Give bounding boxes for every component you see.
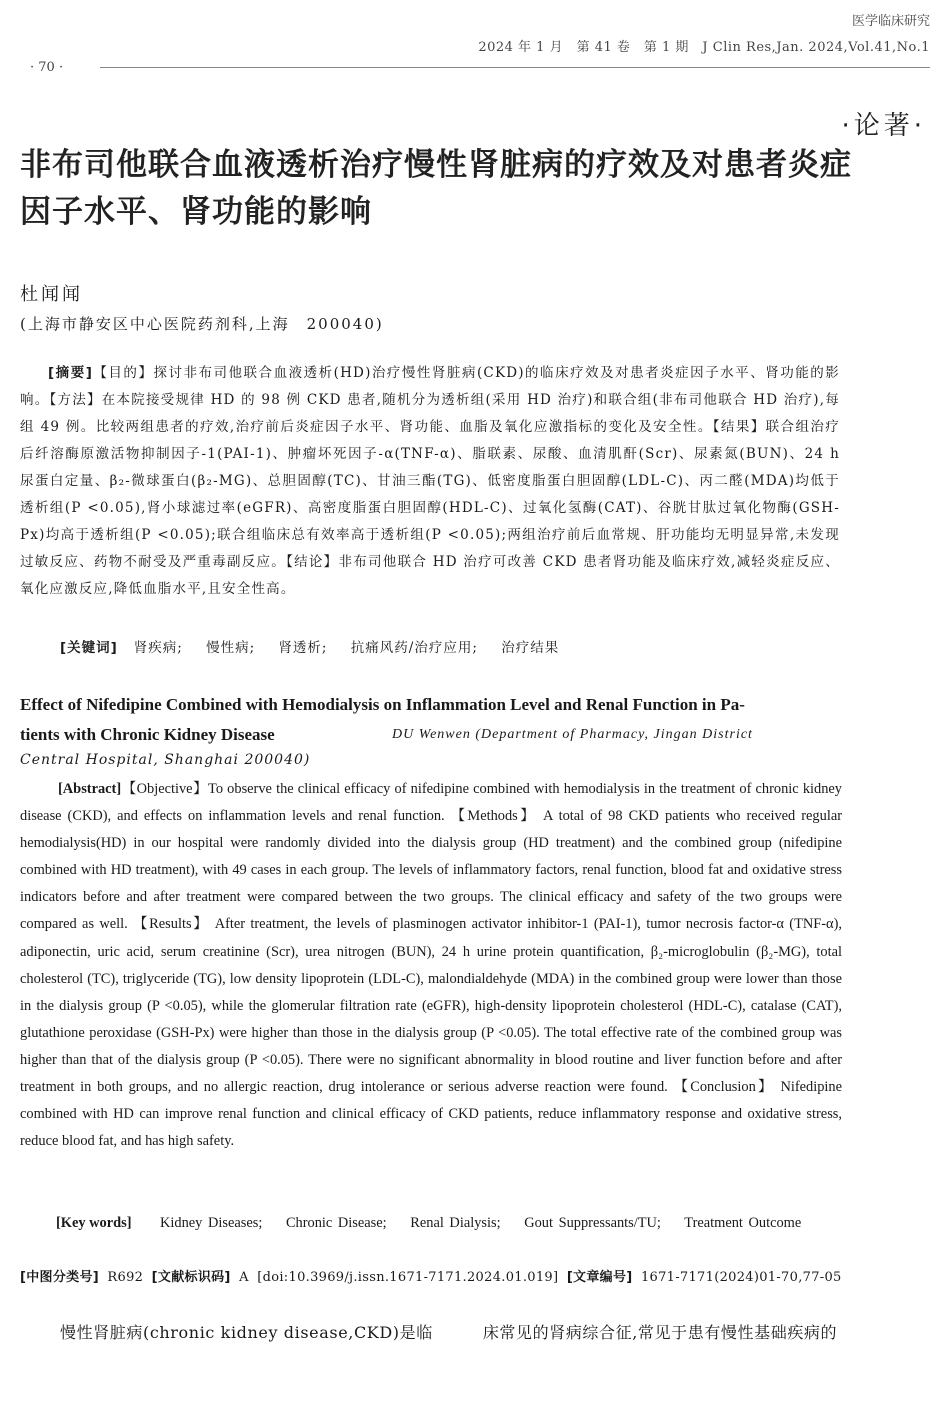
keyword: Kidney Diseases; <box>160 1215 263 1231</box>
journal-name: 医学临床研究 <box>851 14 930 29</box>
chinese-abstract <box>20 360 840 603</box>
english-abstract-label: [Abstract] <box>58 781 122 797</box>
chinese-title <box>20 142 935 236</box>
article-number-label: [文章编号] <box>566 1270 633 1285</box>
keyword: 慢性病; <box>206 640 256 656</box>
chinese-abstract-text: 【目的】探讨非布司他联合血液透析(HD)治疗慢性肾脏病(CKD)的临床疗效及对患者炎症因子水平、肾功能的影响。【方法】在本院接受规律 HD 的 98 例 CKD 患者,随机分为透析组(采用 HD 治疗)和联合组(非布司他联合 HD 治疗),每组 49 例。比较两组患者的疗效,治疗前后炎症因子水平、肾功能、血脂及氧化应激指标的变化及安全性。【结果】联合组治疗后纤溶酶原激活物抑制因子-1(PAI-1)、肿瘤坏死因子-α(TNF-α)、脂联素、尿酸、血清肌酐(Scr)、尿素氮(BUN)、24 h 尿蛋白定量、β₂-微球蛋白(β₂-MG)、总胆固醇(TC)、甘油三酯(TG)、低密度脂蛋白胆固醇(LDL-C)、丙二醛(MDA)均低于透析组(P <0.05),肾小球滤过率(eGFR)、高密度脂蛋白胆固醇(HDL-C)、过氧化氢酶(CAT)、谷胱甘肽过氧化物酶(GSH-Px)均高于透析组(P <0.05);联合组临床总有效率高于透析组(P <0.05);两组治疗前后血常规、肝功能均无明显异常,未发现过敏反应、药物不耐受及严重毒副反应。【结论】非布司他联合 HD 治疗可改善 CKD 患者肾功能及临床疗效,减轻炎症反应、氧化应激反应,降低血脂水平,且安全性高。 <box>20 365 840 597</box>
doc-code-label: [文献标识码] <box>151 1270 231 1285</box>
clc-label: [中图分类号] <box>20 1270 99 1285</box>
chinese-author: 杜闻闻 <box>20 284 83 305</box>
chinese-title-line-2: 因子水平、肾功能的影响 <box>20 194 372 230</box>
doi[interactable]: [doi:10.3969/j.issn.1671-7171.2024.01.019] <box>257 1270 559 1285</box>
chinese-affiliation: (上海市静安区中心医院药剂科,上海 200040) <box>20 315 384 333</box>
keyword: 肾透析; <box>278 640 328 656</box>
english-abstract-text: 【Objective】To observe the clinical efficacy of nifedipine combined with hemodialysis in the treatment of chronic kidney disease (CKD), and effects on inflammation levels and renal function. 【Methods】 A total of 98 CKD patients who received regular hemodialysis(HD) in our hospital were randomly divided into the dialysis group (HD treatment) and the combined group (nifedipine combined with HD treatment), with 49 cases in each group. The levels of inflammatory factors, renal function, blood fat and oxidative stress indicators before and after treatment were compared between the two groups. The clinical efficacy and safety of the two groups were compared as well. 【Results】 After treatment, the levels of plasminogen activator inhibitor-1 (PAI-1), tumor necrosis factor-α (TNF-α), adiponectin, uric acid, serum creatinine (Scr), urea nitrogen (BUN), 24 h urine protein quantification, β₂-microglobulin (β₂-MG), total cholesterol (TC), triglyceride (TG), low density lipoprotein (LDL-C), malondialdehyde (MDA) in the combined group were lower than those in the dialysis group (P <0.05), while the glomerular filtration rate (eGFR), high-density lipoprotein cholesterol (HDL-C), catalase (CAT), glutathione peroxidase (GSH-Px) were higher than those in the dialysis group (P <0.05). The total effective rate of the combined group was higher than that of the dialysis group (P <0.05). There were no significant abnormality in blood routine and liver function before and after treatment in both groups, and no allergic reaction, drug intolerance or serious adverse reaction were found. 【Conclusion】 Nifedipine combined with HD can improve renal function and clinical efficacy of CKD patients, reduce inflammatory response and oxidative stress, reduce blood fat, and has high safety. <box>20 781 842 1150</box>
header-rule <box>100 67 930 68</box>
keyword: 治疗结果 <box>501 640 560 656</box>
english-affiliation-continued: Central Hospital, Shanghai 200040) <box>20 752 311 768</box>
page-number: · 70 · <box>30 60 64 75</box>
english-keywords-label: [Key words] <box>56 1215 132 1231</box>
english-title-line-2: tients with Chronic Kidney Disease <box>20 725 275 744</box>
english-keywords <box>56 1210 842 1237</box>
section-tag: ·论著· <box>841 111 926 141</box>
keyword: Renal Dialysis; <box>410 1215 501 1231</box>
chinese-keywords <box>60 636 577 656</box>
body-column-2-start: 床常见的肾病综合征,常见于患有慢性基础疾病的 <box>482 1323 838 1342</box>
keyword: 肾疾病; <box>133 640 183 656</box>
english-title-line-1: Effect of Nifedipine Combined with Hemodialysis on Inflammation Level and Renal Function in Pa- <box>20 695 745 714</box>
chinese-keywords-label: [关键词] <box>60 640 118 656</box>
body-text-start <box>60 1320 930 1343</box>
chinese-title-line-1: 非布司他联合血液透析治疗慢性肾脏病的疗效及对患者炎症 <box>20 147 852 183</box>
body-column-1-start: 慢性肾脏病(chronic kidney disease,CKD)是临 <box>60 1323 433 1342</box>
article-number-value: 1671-7171(2024)01-70,77-05 <box>640 1270 842 1285</box>
clc-value: R692 <box>107 1270 144 1285</box>
keyword: Treatment Outcome <box>684 1215 802 1231</box>
keyword: Chronic Disease; <box>285 1215 387 1231</box>
chinese-abstract-label: [摘要] <box>48 365 94 381</box>
english-author-affiliation: DU Wenwen (Department of Pharmacy, Jingan District <box>392 727 753 742</box>
keyword: 抗痛风药/治疗应用; <box>350 640 478 656</box>
english-abstract <box>20 776 842 1155</box>
keyword: Gout Suppressants/TU; <box>524 1215 661 1231</box>
issue-line: 2024 年 1 月 第 41 卷 第 1 期 J Clin Res,Jan. 2024,Vol.41,No.1 <box>478 40 930 55</box>
classification-line <box>20 1266 920 1285</box>
doc-code-value: A <box>239 1270 249 1285</box>
english-title <box>20 690 842 750</box>
